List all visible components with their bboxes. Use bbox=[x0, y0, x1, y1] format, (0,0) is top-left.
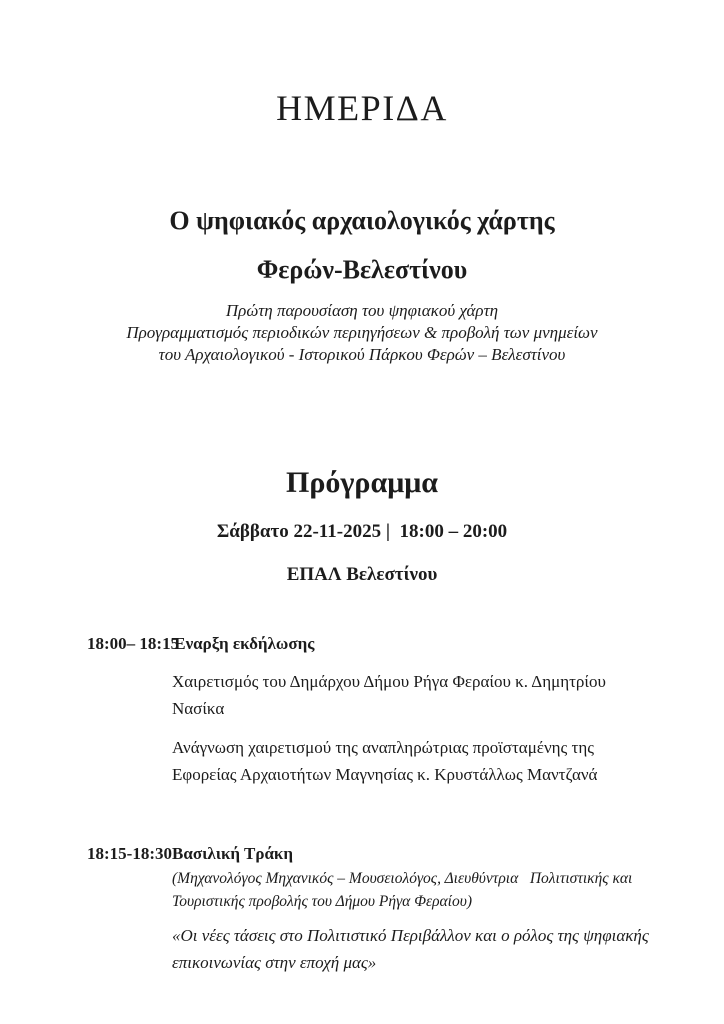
schedule bbox=[0, 632, 724, 976]
schedule-entry-opening bbox=[87, 632, 662, 788]
schedule-entry-time: 18:00– 18:15 bbox=[87, 634, 180, 654]
speaker-role: (Μηχανολόγος Μηχανικός – Μουσειολόγος, Διευθύντρια Πολιτιστικής και Τουριστικής προβολής του Δήμου Ρήγα Φεραίου) bbox=[172, 870, 637, 911]
document-subtitle-line1: Ο ψηφιακός αρχαιολογικός χάρτης bbox=[169, 206, 555, 236]
talk-title: «Οι νέες τάσεις στο Πολιτιστικό Περιβάλλον και ο ρόλος της ψηφιακής επικοινωνίας στην εποχή μας» bbox=[172, 926, 649, 973]
page-title: ΗΜΕΡΙΔΑ bbox=[276, 88, 448, 128]
schedule-entry-paragraph: Ανάγνωση χαιρετισμού της αναπληρώτριας προϊσταμένης της Εφορείας Αρχαιοτήτων Μαγνησίας κ. Κρυστάλλως Μαντζανά bbox=[172, 738, 598, 785]
description-line-3: του Αρχαιολογικού - Ιστορικού Πάρκου Φερών – Βελεστίνου bbox=[158, 344, 566, 364]
schedule-entry-body bbox=[172, 632, 662, 788]
schedule-entry-speaker bbox=[87, 842, 662, 976]
program-heading: Πρόγραμμα bbox=[286, 465, 438, 499]
schedule-entry-body bbox=[172, 842, 662, 976]
program-datetime: Σάββατο 22-11-2025 | 18:00 – 20:00 bbox=[216, 521, 508, 543]
schedule-entry-paragraph: Χαιρετισμός του Δημάρχου Δήμου Ρήγα Φεραίου κ. Δημητρίου Νασίκα bbox=[172, 672, 606, 719]
speaker-name: Βασιλική Τράκη bbox=[172, 844, 294, 864]
program-venue: ΕΠΑΛ Βελεστίνου bbox=[286, 564, 438, 586]
event-description bbox=[0, 300, 724, 366]
description-line-1: Πρώτη παρουσίαση του ψηφιακού χάρτη bbox=[225, 300, 499, 320]
description-line-2: Προγραμματισμός περιοδικών περιηγήσεων & προβολή των μνημείων bbox=[126, 322, 598, 342]
document-subtitle-line2: Φερών-Βελεστίνου bbox=[256, 254, 468, 284]
schedule-entry-time: 18:15-18:30 bbox=[87, 844, 172, 864]
schedule-entry-title: Έναρξη εκδήλωσης bbox=[172, 634, 315, 654]
